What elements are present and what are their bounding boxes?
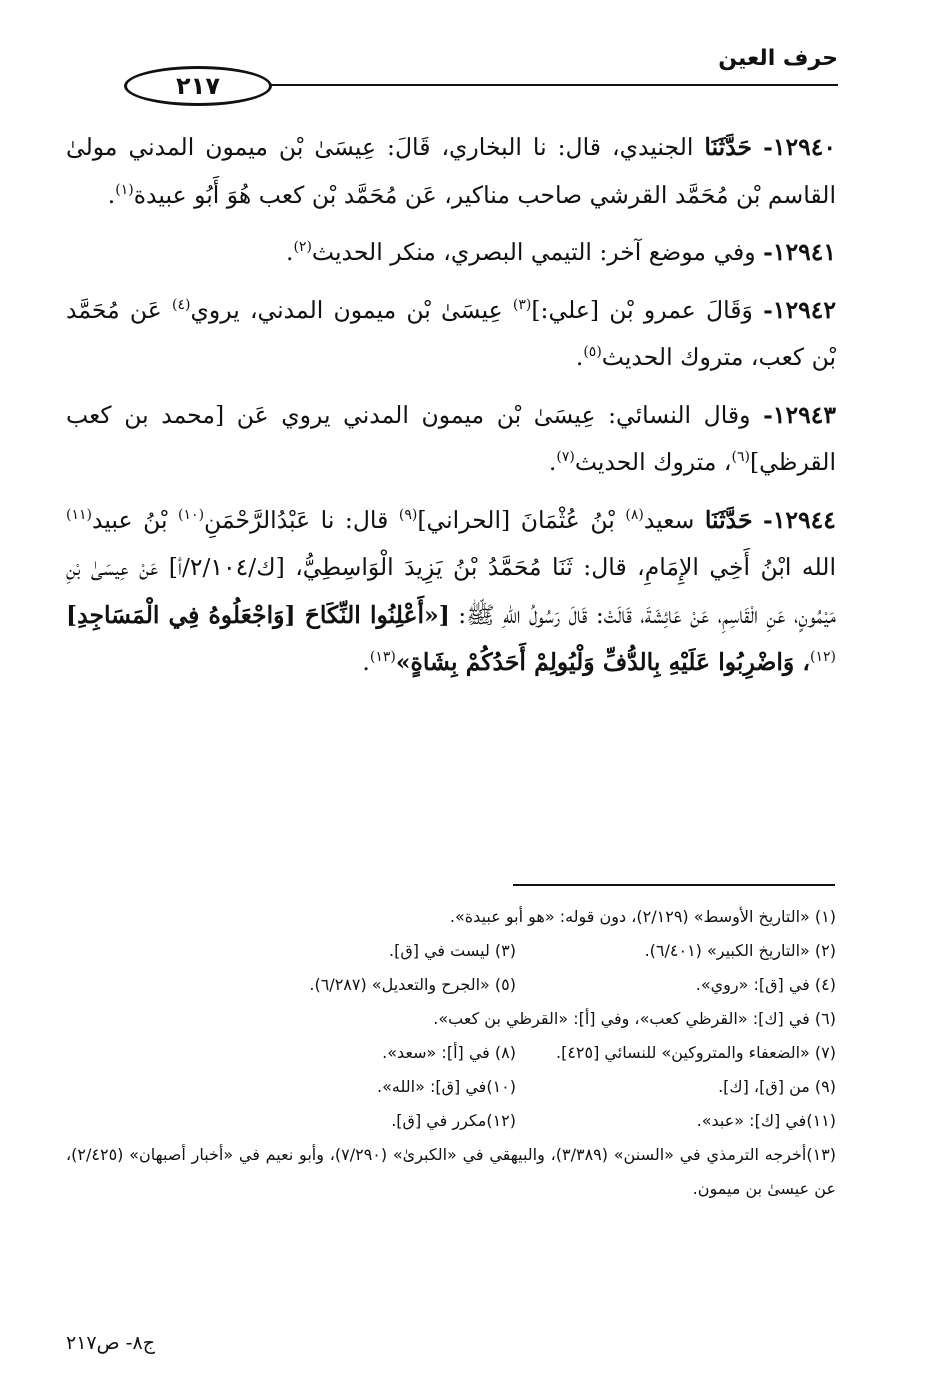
footnote-row — [66, 934, 836, 968]
footnote-row — [66, 900, 836, 934]
entry-number: ١٢٩٤٢- — [763, 295, 836, 324]
header-rule — [218, 84, 838, 86]
chapter-title: حرف العين — [718, 46, 838, 71]
entry-text: وَقَالَ عمرو بْن [علي:] — [531, 295, 753, 324]
footnote-8: (٨) في [أ]: «سعد». — [382, 1043, 516, 1062]
footnote-row — [66, 1002, 836, 1036]
footnote-7: (٧) «الضعفاء والمتروكين» للنسائي [٤٢٥]. — [555, 1043, 836, 1062]
hadith-text: ، وَاضْرِبُوا عَلَيْهِ بِالدُّفِّ وَلْيُولِمْ أَحَدُكُمْ بِشَاةٍ» — [395, 648, 811, 676]
footnote-1: (١) «التاريخ الأوسط» (٢/١٢٩)، دون قوله: «هو أبو عبيدة». — [449, 907, 836, 926]
footnote-ref: (١٠) — [178, 506, 205, 523]
entry-text: وفي موضع آخر: التيمي البصري، منكر الحديث — [311, 238, 756, 266]
page-header — [68, 40, 838, 100]
footnote-ref: (١) — [115, 181, 134, 198]
main-text — [66, 124, 836, 697]
entry-number: ١٢٩٤١- — [763, 238, 836, 266]
footnote-ref: (١٣) — [369, 649, 396, 666]
entry-text: عِيسَىٰ بْن ميمون المدني، يروي — [190, 295, 503, 324]
entry-text: عَن مُحَمَّد بْن كعب، متروك الحديث — [66, 295, 836, 371]
entry-12943 — [66, 392, 836, 487]
entry-text: قال: نا عَبْدُالرَّحْمَنِ — [204, 505, 389, 534]
entry-tail: . — [107, 180, 116, 209]
page-number-badge — [124, 66, 272, 106]
footnote-ref: (٢) — [293, 239, 312, 256]
footnote-11: (١١)في [ك]: «عبد». — [696, 1111, 836, 1130]
entry-text: الله ابْنُ أَخِي الإِمَامِ، قال: ثَنَا مُحَمَّدُ بْنُ يَزِيدَ الْوَاسِطِيُّ، [ك/٢/١٠٤/أ] عَنْ عِيسَىٰ بْنِ مَيْمُونٍ، عَنِ الْقَاسِمِ، عَنْ عَائِشَةَ، قَالَتْ: قَالَ رَسُولُ اللهِ ﷺ: — [66, 553, 836, 629]
footnotes — [66, 900, 836, 1206]
footnote-10: (١٠)في [ق]: «الله». — [377, 1077, 516, 1096]
footnote-9: (٩) من [ق]، [ك]. — [718, 1077, 836, 1096]
footnote-divider — [513, 884, 835, 886]
footnote-ref: (٩) — [398, 506, 418, 523]
footnote-6: (٦) في [ك]: «القرظي كعب»، وفي [أ]: «القرظي بن كعب». — [433, 1009, 836, 1028]
entry-text: الجنيدي، قال: نا البخاري، قَالَ: عِيسَىٰ بْن ميمون المدني مولىٰ القاسم بْن مُحَمَّد القرشي صاحب مناكير، عَن مُحَمَّد بْن كعب هُوَ أَبُو عبيدة — [66, 133, 836, 209]
narration-keyword: حَدَّثَنَا — [704, 505, 753, 534]
footnote-row — [66, 968, 836, 1002]
hadith-text: [«أَعْلِنُوا النِّكَاحَ [وَاجْعَلُوهُ فِي الْمَسَاجِدِ] — [66, 600, 450, 629]
entry-12941 — [66, 229, 836, 277]
volume-page-marker: ج٨- ص٢١٧ — [66, 1332, 155, 1354]
entry-text: سعيد — [643, 505, 695, 534]
narration-keyword: حَدَّثَنَا — [704, 133, 753, 161]
entry-text: بْنُ عُثْمَانَ [الحراني] — [417, 505, 615, 534]
entry-number: ١٢٩٤٤- — [763, 505, 836, 534]
entry-tail: . — [575, 343, 584, 371]
entry-12944 — [66, 497, 836, 687]
entry-12940 — [66, 124, 836, 219]
entry-tail: . — [548, 448, 557, 476]
footnote-ref: (٦) — [731, 449, 750, 466]
entry-tail: . — [285, 238, 294, 266]
page-number: ٢١٧ — [176, 72, 220, 100]
entry-text: بْنُ عبيد — [91, 505, 168, 534]
entry-text: ، متروك الحديث — [574, 448, 732, 476]
footnote-ref: (١١) — [66, 506, 92, 523]
footnote-2: (٢) «التاريخ الكبير» (٦/٤٠١). — [644, 941, 836, 960]
entry-number: ١٢٩٤٣- — [763, 400, 836, 429]
footnote-13: (١٣)أخرجه الترمذي في «السنن» (٣/٣٨٩)، والبيهقي في «الكبرىٰ» (٧/٢٩٠)، وأبو نعيم في «أخبار أصبهان» (٢/٤٢٥)، عن عيسىٰ بن ميمون. — [66, 1145, 837, 1198]
footnote-4: (٤) في [ق]: «روي». — [695, 975, 836, 994]
footnote-ref: (٨) — [625, 506, 644, 523]
footnote-5: (٥) «الجرح والتعديل» (٦/٢٨٧). — [309, 975, 516, 994]
entry-tail: . — [362, 648, 370, 676]
footnote-row — [66, 1104, 836, 1138]
footnote-ref: (٣) — [512, 296, 532, 313]
footnote-ref: (٥) — [583, 344, 602, 361]
footnote-row — [66, 1036, 836, 1070]
footnote-row — [66, 1070, 836, 1104]
entry-12942 — [66, 287, 836, 382]
footnote-12: (١٢)مكرر في [ق]. — [391, 1111, 516, 1130]
footnote-ref: (٧) — [556, 449, 575, 466]
footnote-ref: (٤) — [172, 296, 191, 313]
footnote-ref: (١٢) — [810, 649, 836, 666]
entry-number: ١٢٩٤٠- — [763, 133, 836, 161]
entry-text: وقال النسائي: عِيسَىٰ بْن ميمون المدني يروي عَن [محمد بن كعب القرظي] — [66, 400, 836, 476]
footnote-3: (٣) ليست في [ق]. — [389, 941, 516, 960]
